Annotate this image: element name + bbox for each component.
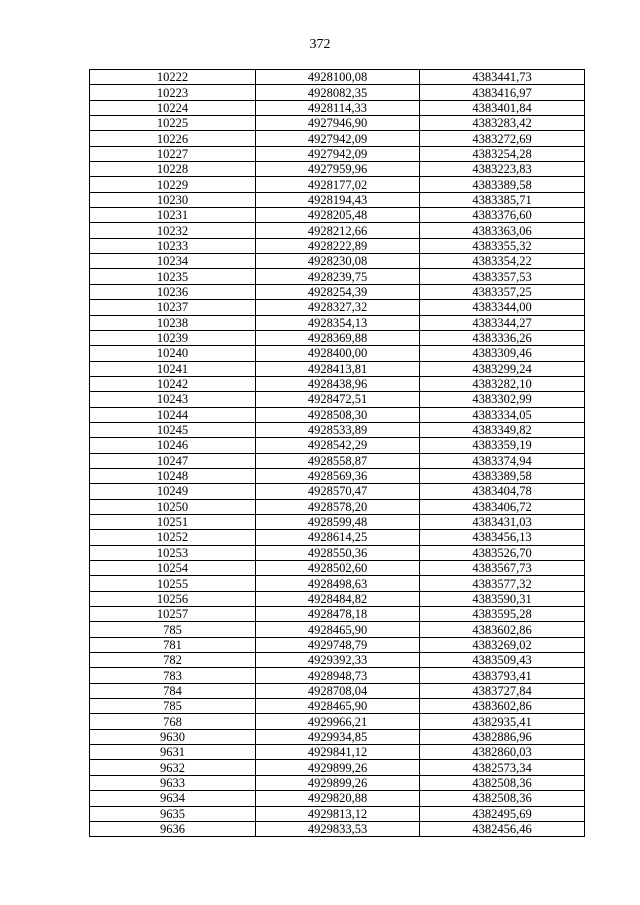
point-number-cell: 10222 [90, 70, 256, 85]
x-coordinate-cell: 4928569,36 [256, 468, 420, 483]
table-row [90, 729, 585, 744]
point-number-cell: 785 [90, 699, 256, 714]
y-coordinate-cell: 4383404,78 [420, 484, 585, 499]
x-coordinate-cell: 4928465,90 [256, 622, 420, 637]
point-number-cell: 10223 [90, 85, 256, 100]
table-row [90, 622, 585, 637]
table-row [90, 791, 585, 806]
table-row [90, 116, 585, 131]
x-coordinate-cell: 4928533,89 [256, 422, 420, 437]
x-coordinate-cell: 4928948,73 [256, 668, 420, 683]
y-coordinate-cell: 4383272,69 [420, 131, 585, 146]
point-number-cell: 10250 [90, 499, 256, 514]
x-coordinate-cell: 4929820,88 [256, 791, 420, 806]
x-coordinate-cell: 4928502,60 [256, 561, 420, 576]
y-coordinate-cell: 4383389,58 [420, 177, 585, 192]
x-coordinate-cell: 4928177,02 [256, 177, 420, 192]
table-row [90, 85, 585, 100]
table-row [90, 192, 585, 207]
point-number-cell: 783 [90, 668, 256, 683]
x-coordinate-cell: 4928484,82 [256, 591, 420, 606]
x-coordinate-cell: 4928542,29 [256, 438, 420, 453]
x-coordinate-cell: 4928354,13 [256, 315, 420, 330]
y-coordinate-cell: 4383376,60 [420, 208, 585, 223]
y-coordinate-cell: 4383567,73 [420, 561, 585, 576]
table-row [90, 269, 585, 284]
point-number-cell: 10233 [90, 238, 256, 253]
y-coordinate-cell: 4383223,83 [420, 162, 585, 177]
point-number-cell: 10248 [90, 468, 256, 483]
x-coordinate-cell: 4928230,08 [256, 254, 420, 269]
x-coordinate-cell: 4928550,36 [256, 545, 420, 560]
point-number-cell: 10228 [90, 162, 256, 177]
x-coordinate-cell: 4929813,12 [256, 806, 420, 821]
coordinates-table-body [90, 70, 585, 837]
table-row [90, 714, 585, 729]
point-number-cell: 781 [90, 637, 256, 652]
x-coordinate-cell: 4929966,21 [256, 714, 420, 729]
point-number-cell: 10225 [90, 116, 256, 131]
table-row [90, 346, 585, 361]
y-coordinate-cell: 4383309,46 [420, 346, 585, 361]
point-number-cell: 10251 [90, 514, 256, 529]
table-row [90, 131, 585, 146]
y-coordinate-cell: 4383302,99 [420, 392, 585, 407]
point-number-cell: 10227 [90, 146, 256, 161]
point-number-cell: 10236 [90, 284, 256, 299]
y-coordinate-cell: 4383269,02 [420, 637, 585, 652]
point-number-cell: 10256 [90, 591, 256, 606]
table-row [90, 300, 585, 315]
y-coordinate-cell: 4383349,82 [420, 422, 585, 437]
point-number-cell: 10257 [90, 607, 256, 622]
point-number-cell: 10243 [90, 392, 256, 407]
x-coordinate-cell: 4928508,30 [256, 407, 420, 422]
table-row [90, 821, 585, 836]
point-number-cell: 9632 [90, 760, 256, 775]
y-coordinate-cell: 4383389,58 [420, 468, 585, 483]
x-coordinate-cell: 4927942,09 [256, 146, 420, 161]
point-number-cell: 782 [90, 653, 256, 668]
table-row [90, 315, 585, 330]
table-row [90, 223, 585, 238]
y-coordinate-cell: 4383727,84 [420, 683, 585, 698]
y-coordinate-cell: 4382935,41 [420, 714, 585, 729]
y-coordinate-cell: 4383283,42 [420, 116, 585, 131]
y-coordinate-cell: 4383385,71 [420, 192, 585, 207]
point-number-cell: 9633 [90, 775, 256, 790]
table-row [90, 208, 585, 223]
table-row [90, 330, 585, 345]
table-row [90, 438, 585, 453]
x-coordinate-cell: 4928369,88 [256, 330, 420, 345]
table-row [90, 545, 585, 560]
point-number-cell: 10231 [90, 208, 256, 223]
point-number-cell: 768 [90, 714, 256, 729]
y-coordinate-cell: 4383590,31 [420, 591, 585, 606]
x-coordinate-cell: 4929841,12 [256, 745, 420, 760]
y-coordinate-cell: 4383282,10 [420, 376, 585, 391]
x-coordinate-cell: 4928100,08 [256, 70, 420, 85]
x-coordinate-cell: 4928708,04 [256, 683, 420, 698]
table-row [90, 576, 585, 591]
y-coordinate-cell: 4383401,84 [420, 100, 585, 115]
table-row [90, 162, 585, 177]
x-coordinate-cell: 4927942,09 [256, 131, 420, 146]
y-coordinate-cell: 4383441,73 [420, 70, 585, 85]
point-number-cell: 9636 [90, 821, 256, 836]
y-coordinate-cell: 4383336,26 [420, 330, 585, 345]
point-number-cell: 9634 [90, 791, 256, 806]
y-coordinate-cell: 4383344,00 [420, 300, 585, 315]
table-row [90, 284, 585, 299]
table-row [90, 530, 585, 545]
table-row [90, 760, 585, 775]
x-coordinate-cell: 4929934,85 [256, 729, 420, 744]
point-number-cell: 10246 [90, 438, 256, 453]
point-number-cell: 9635 [90, 806, 256, 821]
point-number-cell: 10239 [90, 330, 256, 345]
point-number-cell: 10230 [90, 192, 256, 207]
x-coordinate-cell: 4928239,75 [256, 269, 420, 284]
point-number-cell: 10241 [90, 361, 256, 376]
point-number-cell: 10234 [90, 254, 256, 269]
table-row [90, 668, 585, 683]
page-number: 372 [309, 37, 331, 52]
y-coordinate-cell: 4382495,69 [420, 806, 585, 821]
x-coordinate-cell: 4928614,25 [256, 530, 420, 545]
x-coordinate-cell: 4928498,63 [256, 576, 420, 591]
y-coordinate-cell: 4382886,96 [420, 729, 585, 744]
x-coordinate-cell: 4929899,26 [256, 760, 420, 775]
x-coordinate-cell: 4928472,51 [256, 392, 420, 407]
x-coordinate-cell: 4929833,53 [256, 821, 420, 836]
x-coordinate-cell: 4928578,20 [256, 499, 420, 514]
point-number-cell: 10244 [90, 407, 256, 422]
table-row [90, 453, 585, 468]
table-row [90, 683, 585, 698]
point-number-cell: 10242 [90, 376, 256, 391]
y-coordinate-cell: 4383456,13 [420, 530, 585, 545]
y-coordinate-cell: 4383416,97 [420, 85, 585, 100]
x-coordinate-cell: 4928082,35 [256, 85, 420, 100]
point-number-cell: 10232 [90, 223, 256, 238]
table-row [90, 254, 585, 269]
table-row [90, 806, 585, 821]
y-coordinate-cell: 4383374,94 [420, 453, 585, 468]
table-row [90, 392, 585, 407]
x-coordinate-cell: 4929748,79 [256, 637, 420, 652]
y-coordinate-cell: 4382456,46 [420, 821, 585, 836]
point-number-cell: 10253 [90, 545, 256, 560]
y-coordinate-cell: 4383431,03 [420, 514, 585, 529]
point-number-cell: 10226 [90, 131, 256, 146]
table-row [90, 745, 585, 760]
x-coordinate-cell: 4928599,48 [256, 514, 420, 529]
y-coordinate-cell: 4383334,05 [420, 407, 585, 422]
table-row [90, 561, 585, 576]
point-number-cell: 784 [90, 683, 256, 698]
point-number-cell: 10238 [90, 315, 256, 330]
table-row [90, 361, 585, 376]
y-coordinate-cell: 4383344,27 [420, 315, 585, 330]
point-number-cell: 10247 [90, 453, 256, 468]
y-coordinate-cell: 4383254,28 [420, 146, 585, 161]
point-number-cell: 10229 [90, 177, 256, 192]
x-coordinate-cell: 4928194,43 [256, 192, 420, 207]
point-number-cell: 10245 [90, 422, 256, 437]
y-coordinate-cell: 4383357,25 [420, 284, 585, 299]
y-coordinate-cell: 4383602,86 [420, 622, 585, 637]
table-row [90, 70, 585, 85]
point-number-cell: 10224 [90, 100, 256, 115]
table-row [90, 775, 585, 790]
table-row [90, 468, 585, 483]
x-coordinate-cell: 4929899,26 [256, 775, 420, 790]
x-coordinate-cell: 4928222,89 [256, 238, 420, 253]
y-coordinate-cell: 4383354,22 [420, 254, 585, 269]
table-row [90, 484, 585, 499]
y-coordinate-cell: 4383359,19 [420, 438, 585, 453]
table-row [90, 699, 585, 714]
y-coordinate-cell: 4382508,36 [420, 775, 585, 790]
x-coordinate-cell: 4928254,39 [256, 284, 420, 299]
y-coordinate-cell: 4383509,43 [420, 653, 585, 668]
table-row [90, 591, 585, 606]
y-coordinate-cell: 4382860,03 [420, 745, 585, 760]
point-number-cell: 785 [90, 622, 256, 637]
table-row [90, 607, 585, 622]
x-coordinate-cell: 4928570,47 [256, 484, 420, 499]
point-number-cell: 10255 [90, 576, 256, 591]
y-coordinate-cell: 4382573,34 [420, 760, 585, 775]
x-coordinate-cell: 4927959,96 [256, 162, 420, 177]
x-coordinate-cell: 4928465,90 [256, 699, 420, 714]
table-row [90, 146, 585, 161]
y-coordinate-cell: 4383793,41 [420, 668, 585, 683]
table-row [90, 238, 585, 253]
y-coordinate-cell: 4383355,32 [420, 238, 585, 253]
x-coordinate-cell: 4929392,33 [256, 653, 420, 668]
y-coordinate-cell: 4383526,70 [420, 545, 585, 560]
y-coordinate-cell: 4383577,32 [420, 576, 585, 591]
point-number-cell: 10240 [90, 346, 256, 361]
point-number-cell: 10235 [90, 269, 256, 284]
y-coordinate-cell: 4383602,86 [420, 699, 585, 714]
x-coordinate-cell: 4928400,00 [256, 346, 420, 361]
table-row [90, 653, 585, 668]
point-number-cell: 9630 [90, 729, 256, 744]
table-row [90, 100, 585, 115]
x-coordinate-cell: 4927946,90 [256, 116, 420, 131]
table-row [90, 376, 585, 391]
table-row [90, 514, 585, 529]
table-row [90, 407, 585, 422]
x-coordinate-cell: 4928212,66 [256, 223, 420, 238]
x-coordinate-cell: 4928413,81 [256, 361, 420, 376]
x-coordinate-cell: 4928558,87 [256, 453, 420, 468]
point-number-cell: 10237 [90, 300, 256, 315]
point-number-cell: 10254 [90, 561, 256, 576]
x-coordinate-cell: 4928438,96 [256, 376, 420, 391]
y-coordinate-cell: 4383363,06 [420, 223, 585, 238]
table-row [90, 177, 585, 192]
point-number-cell: 9631 [90, 745, 256, 760]
x-coordinate-cell: 4928114,33 [256, 100, 420, 115]
point-number-cell: 10252 [90, 530, 256, 545]
table-row [90, 499, 585, 514]
y-coordinate-cell: 4383406,72 [420, 499, 585, 514]
y-coordinate-cell: 4383357,53 [420, 269, 585, 284]
coordinates-table [89, 69, 585, 837]
x-coordinate-cell: 4928205,48 [256, 208, 420, 223]
y-coordinate-cell: 4383299,24 [420, 361, 585, 376]
table-row [90, 637, 585, 652]
y-coordinate-cell: 4382508,36 [420, 791, 585, 806]
x-coordinate-cell: 4928327,32 [256, 300, 420, 315]
x-coordinate-cell: 4928478,18 [256, 607, 420, 622]
y-coordinate-cell: 4383595,28 [420, 607, 585, 622]
table-row [90, 422, 585, 437]
point-number-cell: 10249 [90, 484, 256, 499]
